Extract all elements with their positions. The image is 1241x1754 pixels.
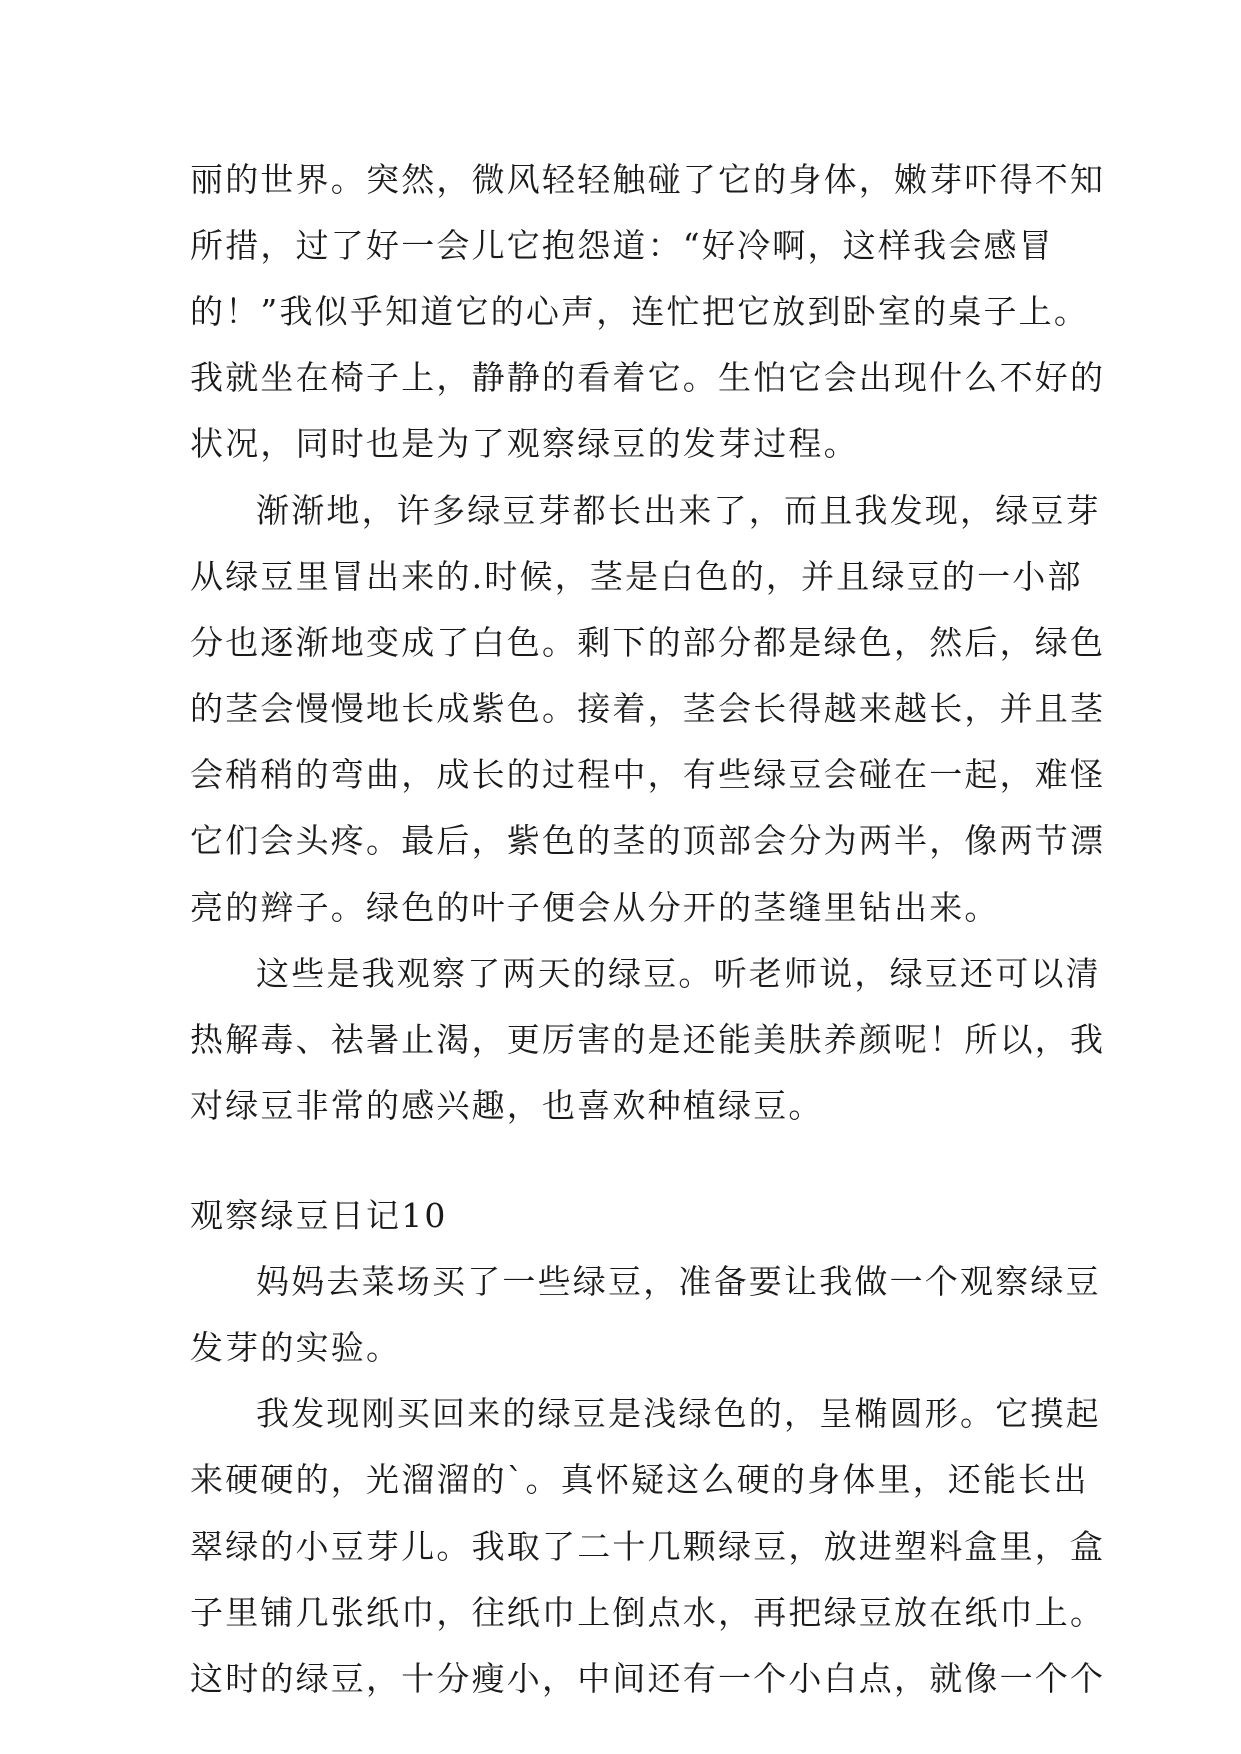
text-line: 从绿豆里冒出来的.时候，茎是白色的，并且绿豆的一小部 (190, 557, 1083, 596)
text-line: 我就坐在椅子上，静静的看着它。生怕它会出现什么不好的 (190, 358, 1106, 397)
text-line: 来硬硬的，光溜溜的`。真怀疑这么硬的身体里，还能长出 (190, 1460, 1089, 1499)
text-line: 会稍稍的弯曲，成长的过程中，有些绿豆会碰在一起，难怪 (190, 755, 1106, 794)
section-heading: 观察绿豆日记10 (190, 1196, 448, 1235)
text-line: 状况，同时也是为了观察绿豆的发芽过程。 (190, 424, 859, 463)
paragraph-start-line: 我发现刚买回来的绿豆是浅绿色的，呈椭圆形。它摸起 (256, 1394, 1101, 1433)
text-line: 所措，过了好一会儿它抱怨道：“好冷啊，这样我会感冒 (190, 226, 1054, 265)
text-line: 发芽的实验。 (190, 1328, 402, 1367)
paragraph-start-line: 渐渐地，许多绿豆芽都长出来了，而且我发现，绿豆芽 (256, 491, 1101, 530)
text-line: 丽的世界。突然，微风轻轻触碰了它的身体，嫩芽吓得不知 (190, 160, 1106, 199)
text-line: 它们会头疼。最后，紫色的茎的顶部会分为两半，像两节漂 (190, 821, 1106, 860)
paragraph-start-line: 这些是我观察了两天的绿豆。听老师说，绿豆还可以清 (256, 954, 1101, 993)
text-line: 翠绿的小豆芽儿。我取了二十几颗绿豆，放进塑料盒里，盒 (190, 1527, 1106, 1566)
text-line: 热解毒、祛暑止渴，更厉害的是还能美肤养颜呢！所以，我 (190, 1020, 1106, 1059)
text-line: 分也逐渐地变成了白色。剩下的部分都是绿色，然后，绿色 (190, 623, 1106, 662)
text-line: 亮的辫子。绿色的叶子便会从分开的茎缝里钻出来。 (190, 888, 1000, 927)
text-line: 对绿豆非常的感兴趣，也喜欢种植绿豆。 (190, 1086, 824, 1125)
text-line: 这时的绿豆，十分瘦小，中间还有一个小白点，就像一个个 (190, 1659, 1106, 1698)
paragraph-start-line: 妈妈去菜场买了一些绿豆，准备要让我做一个观察绿豆 (256, 1262, 1101, 1301)
text-line: 的茎会慢慢地长成紫色。接着，茎会长得越来越长，并且茎 (190, 689, 1106, 728)
text-line: 子里铺几张纸巾，往纸巾上倒点水，再把绿豆放在纸巾上。 (190, 1593, 1106, 1632)
text-line: 的！”我似乎知道它的心声，连忙把它放到卧室的桌子上。 (190, 292, 1090, 331)
